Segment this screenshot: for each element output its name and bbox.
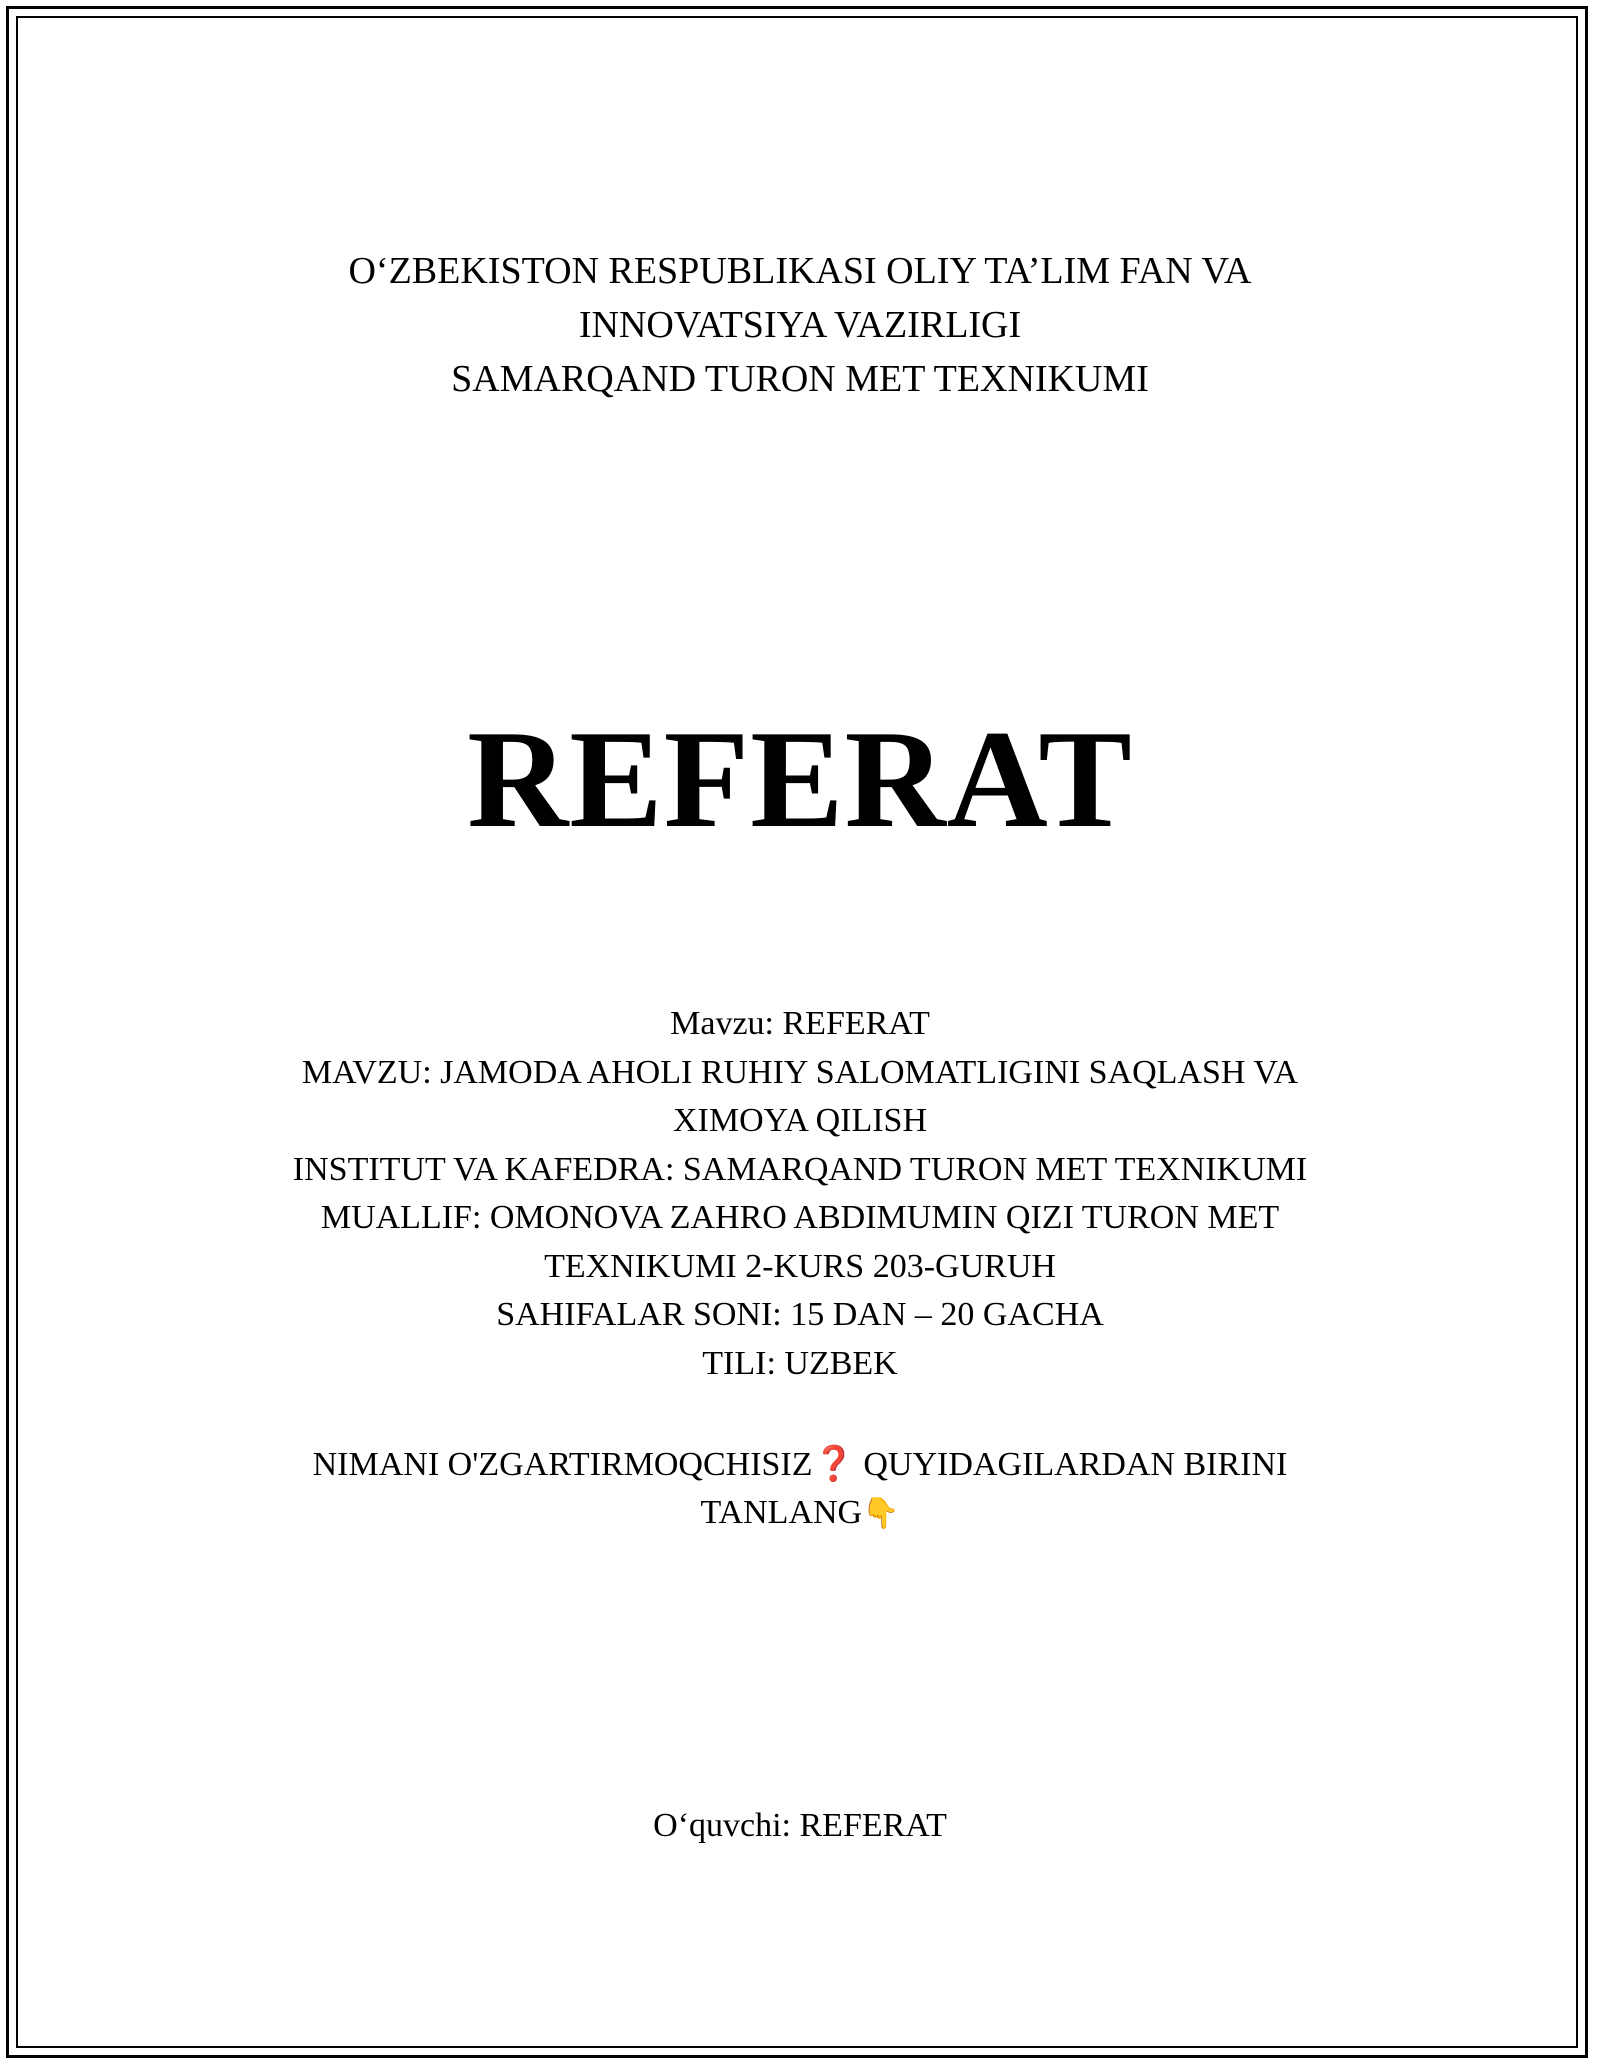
ministry-header	[0, 244, 1600, 406]
prompt-text-2: TANLANG	[700, 1494, 863, 1531]
topic-line-2: XIMOYA QILISH	[672, 1102, 928, 1139]
document-title: REFERAT	[467, 702, 1133, 857]
header-line-1: O‘ZBEKISTON RESPUBLIKASI OLIY TA’LIM FAN VA	[348, 250, 1252, 292]
pointing-down-hand-icon: 👇	[862, 1496, 900, 1531]
prompt-text-1-rest: QUYIDAGILARDAN BIRINI	[854, 1446, 1288, 1483]
prompt-line-2	[0, 1489, 1600, 1538]
author-line-2: TEXNIKUMI 2-KURS 203-GURUH	[544, 1247, 1056, 1285]
topic-line-1: MAVZU: JAMODA AHOLI RUHIY SALOMATLIGINI SAQLASH VA	[301, 1053, 1299, 1091]
student-line: O‘quvchi: REFERAT	[653, 1807, 947, 1844]
choice-prompt	[0, 1440, 1600, 1538]
header-line-3: SAMARQAND TURON MET TEXNIKUMI	[451, 358, 1149, 400]
author-line-1: MUALLIF: OMONOVA ZAHRO ABDIMUMIN QIZI TURON MET	[320, 1199, 1280, 1236]
question-mark-icon: ❓	[812, 1444, 855, 1484]
institute-department: INSTITUT VA KAFEDRA: SAMARQAND TURON MET TEXNIKUMI	[292, 1150, 1308, 1188]
prompt-text-1: NIMANI O'ZGARTIRMOQCHISIZ	[312, 1446, 813, 1483]
prompt-line-1	[0, 1440, 1600, 1489]
header-line-2: INNOVATSIYA VAZIRLIGI	[578, 304, 1022, 346]
page-count: SAHIFALAR SONI: 15 DAN – 20 GACHA	[496, 1296, 1104, 1333]
language: TILI: UZBEK	[702, 1344, 898, 1382]
topic-short: Mavzu: REFERAT	[670, 1005, 930, 1042]
document-details	[0, 1000, 1600, 1388]
